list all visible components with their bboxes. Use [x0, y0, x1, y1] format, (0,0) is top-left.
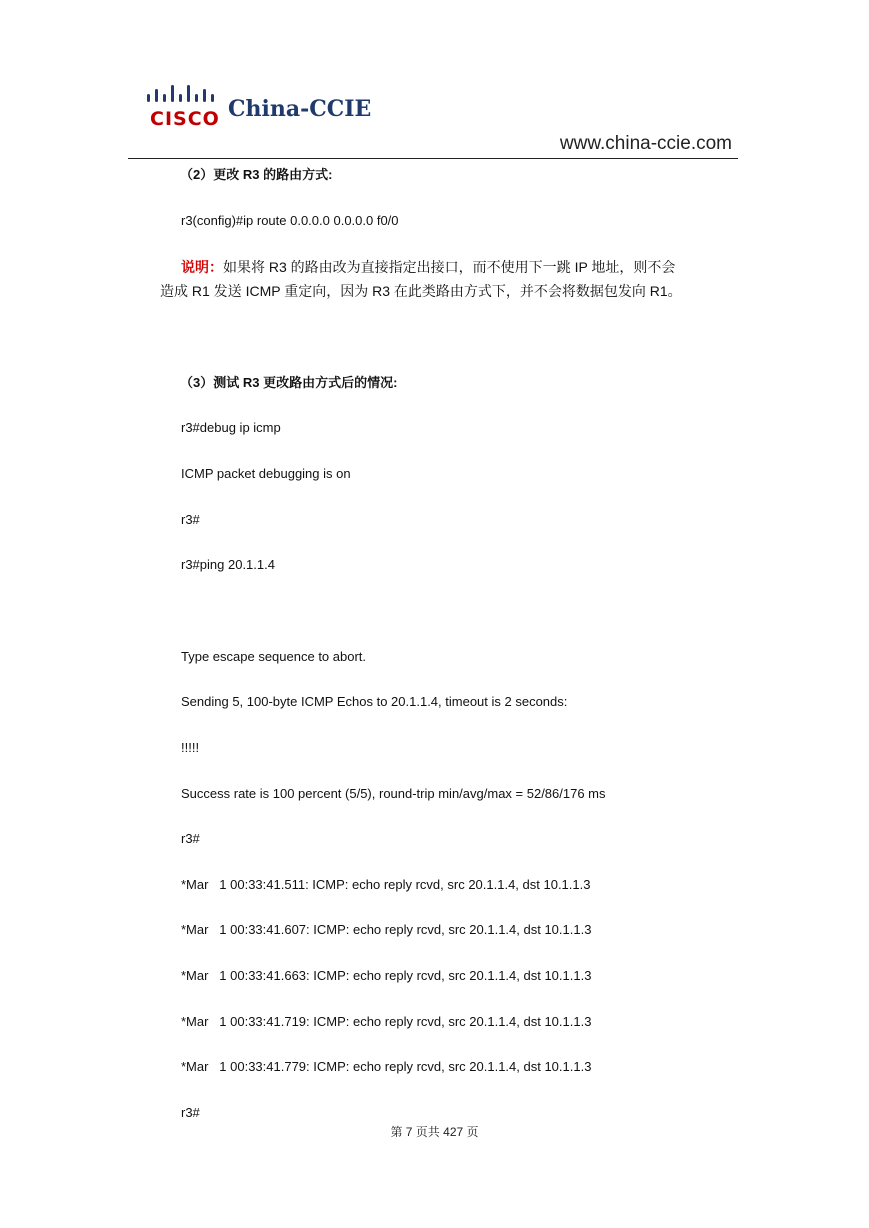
section-2-heading: （2）更改 R3 的路由方式:: [180, 167, 333, 182]
note-text-line-2: 造成 R1 发送 ICMP 重定向，因为 R3 在此类路由方式下，并不会将数据包发向 R1。: [160, 283, 682, 299]
header-divider: [128, 158, 738, 159]
route-command: r3(config)#ip route 0.0.0.0 0.0.0.0 f0/0: [181, 213, 399, 228]
console-line: *Mar 1 00:33:41.607: ICMP: echo reply rcvd, src 20.1.1.4, dst 10.1.1.3: [181, 922, 592, 937]
cisco-bars-icon: [146, 84, 220, 104]
console-line: Type escape sequence to abort.: [181, 649, 367, 664]
page-footer: 第 7 页共 427 页: [390, 1125, 479, 1139]
console-line: *Mar 1 00:33:41.663: ICMP: echo reply rcvd, src 20.1.1.4, dst 10.1.1.3: [181, 968, 592, 983]
console-line: ICMP packet debugging is on: [181, 466, 351, 481]
note-label: 说明：: [181, 259, 223, 275]
site-url: www.china-ccie.com: [559, 133, 732, 154]
console-line: *Mar 1 00:33:41.719: ICMP: echo reply rcvd, src 20.1.1.4, dst 10.1.1.3: [181, 1014, 592, 1029]
console-line: r3#debug ip icmp: [181, 420, 281, 435]
console-line: !!!!!: [181, 740, 200, 755]
section-3-heading: （3）测试 R3 更改路由方式后的情况:: [180, 375, 398, 390]
console-line: *Mar 1 00:33:41.779: ICMP: echo reply rcvd, src 20.1.1.4, dst 10.1.1.3: [181, 1059, 592, 1074]
note-paragraph: [160, 255, 720, 303]
console-line: r3#: [181, 831, 200, 846]
console-line: Sending 5, 100-byte ICMP Echos to 20.1.1.4, timeout is 2 seconds:: [181, 694, 568, 709]
console-line: r3#ping 20.1.1.4: [181, 557, 275, 572]
china-ccie-brand: China-CCIE: [228, 96, 372, 122]
console-line: *Mar 1 00:33:41.511: ICMP: echo reply rcvd, src 20.1.1.4, dst 10.1.1.3: [181, 877, 591, 892]
cisco-china-ccie-logo: [146, 84, 386, 132]
cisco-wordmark: CISCO: [150, 108, 220, 130]
console-line: Success rate is 100 percent (5/5), round-trip min/avg/max = 52/86/176 ms: [181, 786, 606, 801]
console-line: r3#: [181, 1105, 200, 1120]
console-line: r3#: [181, 512, 200, 527]
note-text-line-1: 如果将 R3 的路由改为直接指定出接口，而不使用下一跳 IP 地址，则不会: [223, 259, 676, 275]
